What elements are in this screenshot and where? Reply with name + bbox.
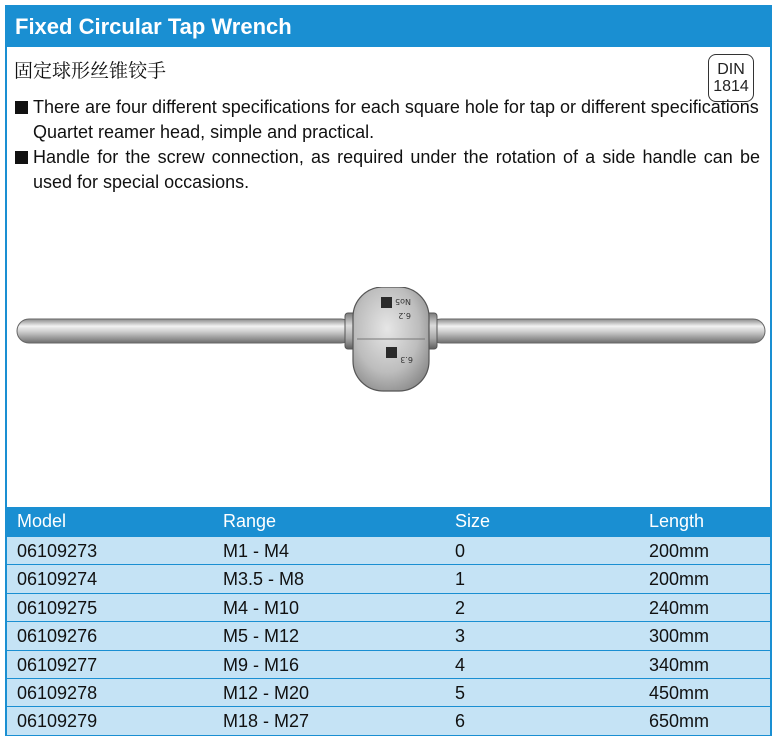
cell-model: 06109274 <box>17 569 98 590</box>
cell-length: 200mm <box>649 541 710 561</box>
table-row <box>7 706 770 734</box>
feature-list <box>15 95 760 195</box>
table-row <box>7 564 770 592</box>
head-mark: 6.2 <box>398 311 411 320</box>
head-mark: No5 <box>395 297 411 306</box>
cell-model: 06109277 <box>17 654 98 675</box>
cell-range: M5 - M12 <box>223 626 300 647</box>
bullet-square-icon <box>15 145 33 195</box>
header-size: Size <box>455 511 491 531</box>
din-badge-line2: 1814 <box>713 78 749 95</box>
bullet-square-icon <box>15 95 33 145</box>
table-row <box>7 536 770 564</box>
square-hole <box>381 297 392 308</box>
cell-size: 2 <box>455 597 466 618</box>
cell-size: 5 <box>455 682 466 703</box>
cell-range: M9 - M16 <box>223 654 300 675</box>
header-length: Length <box>649 511 705 531</box>
feature-text: Handle for the screw connection, as required under the rotation of a side handle can be used for special occasions. <box>33 147 760 192</box>
feature-item <box>15 145 760 195</box>
tap-wrench-image <box>15 287 767 397</box>
cell-range: M3.5 - M8 <box>223 569 305 590</box>
cell-model: 06109278 <box>17 682 98 703</box>
left-handle-rod <box>17 319 353 343</box>
cell-size: 1 <box>455 569 466 590</box>
cell-model: 06109276 <box>17 626 98 647</box>
cell-size: 6 <box>455 711 466 732</box>
cell-size: 0 <box>455 541 466 561</box>
right-handle-rod <box>429 319 765 343</box>
cell-length: 340mm <box>649 654 710 675</box>
table-row <box>7 678 770 706</box>
cell-length: 650mm <box>649 711 710 732</box>
cell-model: 06109275 <box>17 597 98 618</box>
cell-length: 240mm <box>649 597 710 618</box>
table-row <box>7 621 770 649</box>
din-badge-line1: DIN <box>717 61 745 78</box>
feature-text: There are four different specifications for each square hole for tap or different specifications Quartet reamer head, simple and practical. <box>33 97 759 142</box>
table-row <box>7 593 770 621</box>
cell-model: 06109279 <box>17 711 98 732</box>
cell-range: M1 - M4 <box>223 541 290 561</box>
product-title: Fixed Circular Tap Wrench <box>7 7 770 47</box>
cell-size: 3 <box>455 626 466 647</box>
cell-length: 300mm <box>649 626 710 647</box>
cell-length: 450mm <box>649 682 710 703</box>
feature-item <box>15 95 760 145</box>
cell-length: 200mm <box>649 569 710 590</box>
chinese-subtitle: 固定球形丝锥铰手 <box>14 60 167 82</box>
cell-range: M18 - M27 <box>223 711 310 732</box>
cell-range: M4 - M10 <box>223 597 300 618</box>
cell-model: 06109273 <box>17 541 98 561</box>
cell-range: M12 - M20 <box>223 682 310 703</box>
cell-size: 4 <box>455 654 466 675</box>
header-range: Range <box>223 511 277 531</box>
table-row <box>7 650 770 678</box>
product-card <box>5 5 772 736</box>
square-hole <box>386 347 397 358</box>
head-mark: 6.3 <box>400 355 413 364</box>
spec-table <box>7 507 770 735</box>
header-model: Model <box>17 511 67 531</box>
table-header <box>7 507 770 536</box>
